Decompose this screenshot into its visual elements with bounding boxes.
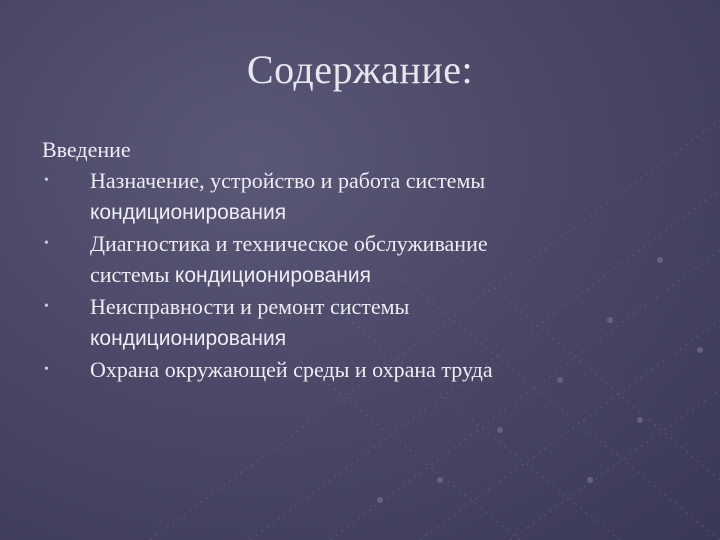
list-item-line: Диагностика и техническое обслуживание (90, 231, 488, 256)
list-item (42, 354, 702, 385)
bullet-icon: • (44, 299, 49, 314)
bullet-icon: • (44, 173, 49, 188)
bullet-icon: • (44, 362, 49, 377)
list-item (42, 165, 702, 228)
slide-content (42, 134, 702, 385)
list-item-line-sans: кондиционирования (90, 327, 287, 350)
bullet-icon: • (44, 236, 49, 251)
contents-list (42, 165, 702, 385)
list-item (42, 291, 702, 354)
list-item-line: Охрана окружающей среды и охрана труда (90, 357, 493, 382)
list-item-line: Назначение, устройство и работа системы (90, 168, 486, 193)
list-item (42, 228, 702, 291)
slide-title: Содержание: (246, 47, 474, 92)
list-item-line: Неисправности и ремонт системы (90, 294, 410, 319)
intro-text: Введение (42, 137, 131, 162)
list-item-line-sans: кондиционирования (174, 264, 371, 287)
list-item-line-sans: кондиционирования (90, 201, 287, 224)
list-item-line-serif: системы (90, 262, 175, 287)
